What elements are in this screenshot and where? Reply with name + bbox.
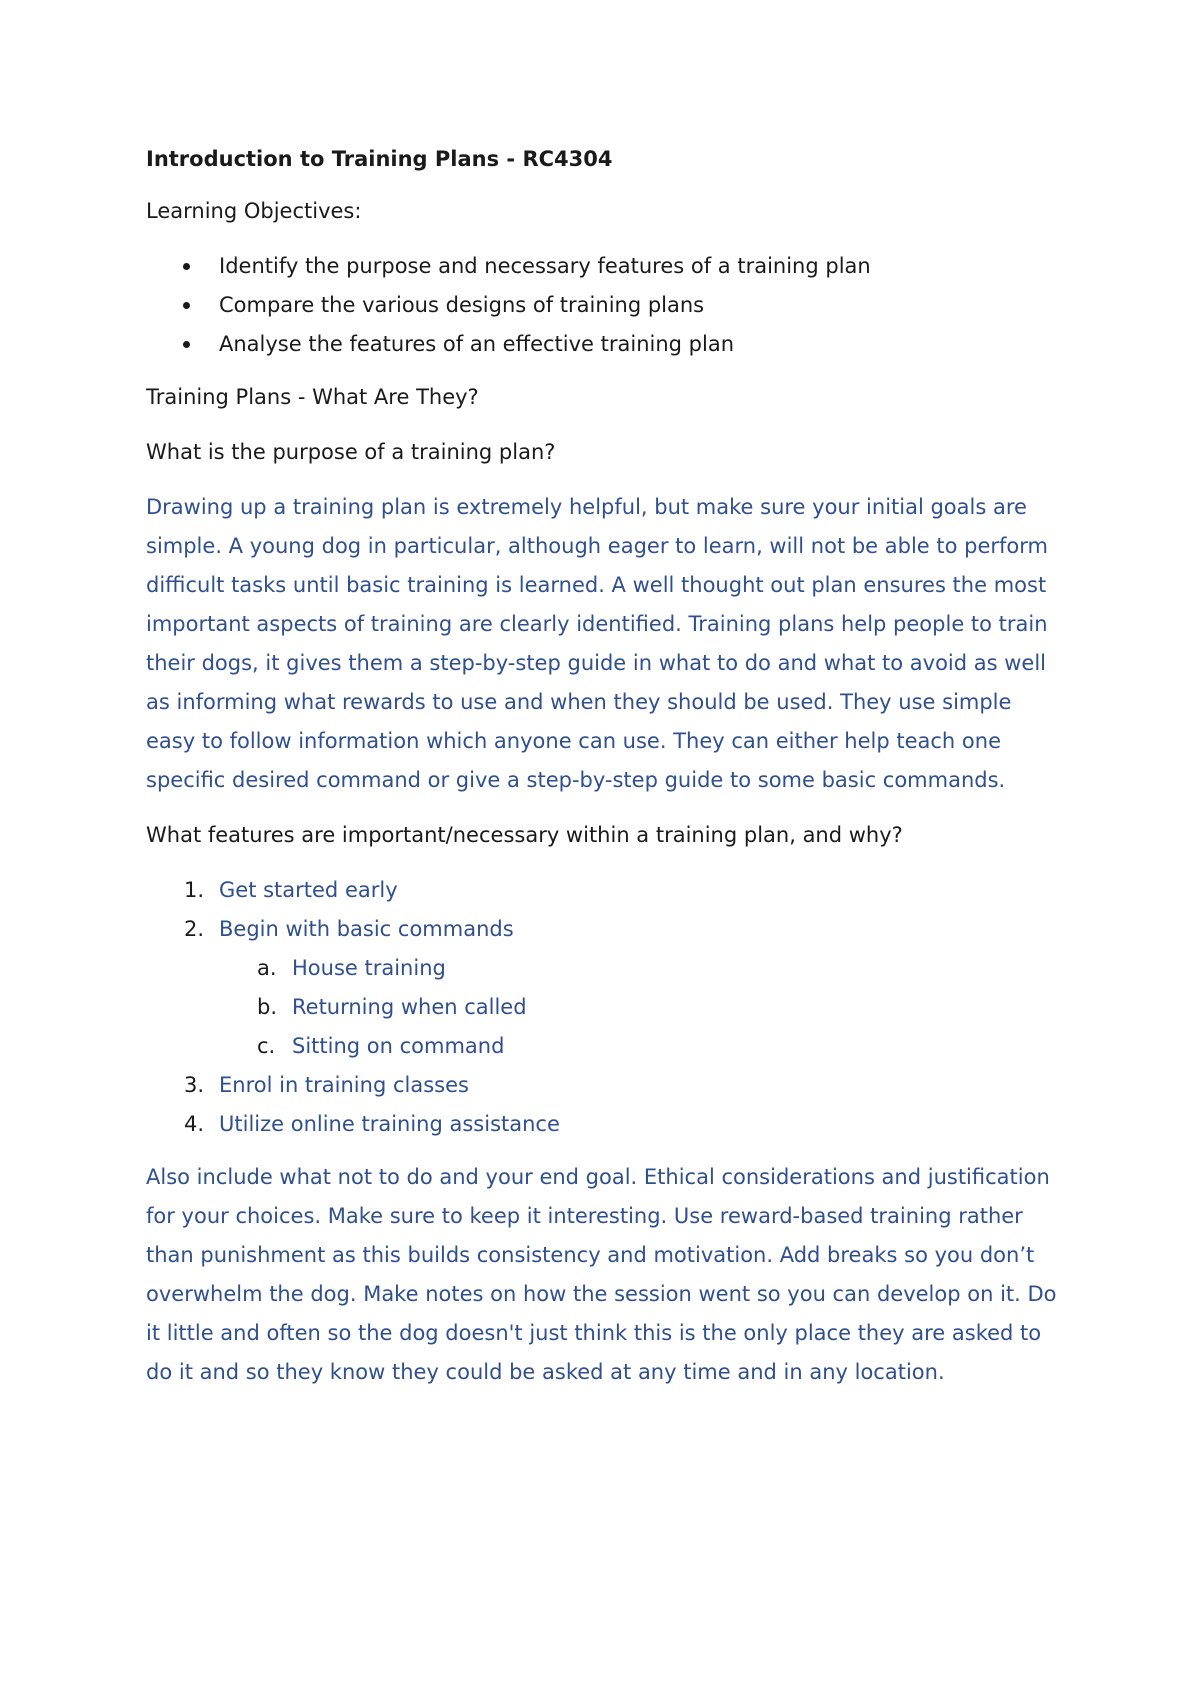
document-page: [146, 142, 1066, 1408]
bullet-icon: [183, 263, 190, 270]
document-title: Introduction to Training Plans - RC4304: [146, 147, 613, 171]
section-heading: Training Plans - What Are They?: [146, 385, 479, 409]
bullet-icon: [183, 302, 190, 309]
sub-list-item: a. House training: [257, 956, 446, 980]
answer-purpose: Drawing up a training plan is extremely helpful, but make sure your initial goals are simple. A young dog in particular, although eager to learn, will not be able to perform difficult tasks until basic training is learned. A well thought out plan ensures the most important aspects of training are clearly identified. Training plans help people to train their dogs, it gives them a step-by-step guide in what to do and what to avoid as well as informing what rewards to use and when they should be used. They use simple easy to follow information which anyone can use. They can either help teach one specific desired command or give a step-by-step guide to some basic commands.: [146, 495, 1049, 792]
list-item: 1. Get started early: [184, 878, 398, 902]
list-item: Analyse the features of an effective training plan: [146, 325, 1066, 364]
sub-list-item: b. Returning when called: [257, 995, 527, 1019]
answer-features: Also include what not to do and your end goal. Ethical considerations and justification for your choices. Make sure to keep it interesting. Use reward-based training rather than punishment as this builds consistency and motivation. Add breaks so you don’t overwhelm the dog. Make notes on how the session went so you can develop on it. Do it little and often so the dog doesn't just think this is the only place they are asked to do it and so they know they could be asked at any time and in any location.: [146, 1165, 1057, 1384]
features-list: [146, 871, 1066, 1144]
bullet-icon: [183, 341, 190, 348]
objectives-list: [146, 247, 1066, 364]
question-features: What features are important/necessary within a training plan, and why?: [146, 823, 903, 847]
sub-list-item: c. Sitting on command: [257, 1034, 505, 1058]
list-item: Compare the various designs of training plans: [146, 286, 1066, 325]
objectives-heading: Learning Objectives:: [146, 199, 362, 223]
question-purpose: What is the purpose of a training plan?: [146, 440, 556, 464]
list-item: Identify the purpose and necessary features of a training plan: [146, 247, 1066, 286]
list-item: 4. Utilize online training assistance: [184, 1112, 560, 1136]
sub-features-list: [146, 949, 1066, 1066]
list-item: 2. Begin with basic commands: [184, 917, 514, 941]
sub-list-container: [146, 949, 1066, 1066]
list-item: 3. Enrol in training classes: [184, 1073, 469, 1097]
